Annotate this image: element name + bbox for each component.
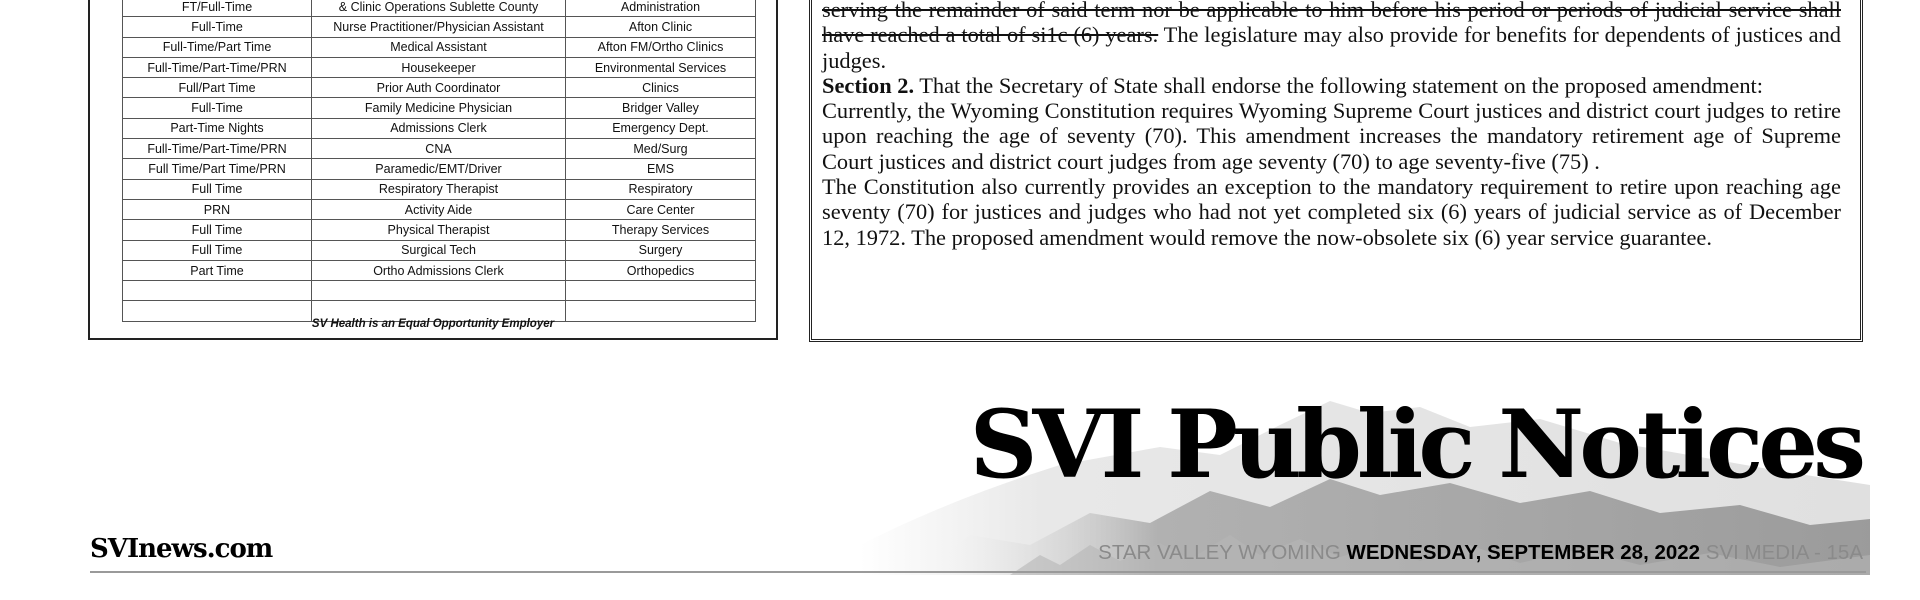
job-department-cell: EMS	[566, 159, 756, 179]
job-row	[123, 260, 756, 280]
job-row	[123, 17, 756, 37]
struck-text: serving the remainder of said term nor be applicable to him before his period or periods of judicial service shall have reached a total of si1c (6) years.	[822, 0, 1841, 48]
job-title-cell: Physical Therapist	[312, 220, 566, 240]
job-title-cell: Admissions Clerk	[312, 118, 566, 138]
job-department-cell: Bridger Valley	[566, 98, 756, 118]
job-title-cell: Surgical Tech	[312, 240, 566, 260]
job-department-cell	[566, 281, 756, 301]
job-type-cell: Full-Time/Part-Time/PRN	[123, 139, 312, 159]
job-type-cell: Full Time	[123, 179, 312, 199]
job-type-cell: Full Time	[123, 240, 312, 260]
job-title-cell: & Clinic Operations Sublette County	[312, 0, 566, 17]
footer-rule	[90, 571, 1866, 573]
section-2-text: That the Secretary of State shall endorse the following statement on the proposed amendment:	[914, 72, 1763, 98]
notice-paragraph-1-rest: The legislature may also provide for benefits for dependents of justices and judges.	[822, 22, 1842, 73]
job-row	[123, 139, 756, 159]
job-department-cell: Environmental Services	[566, 57, 756, 77]
job-title-cell: Ortho Admissions Clerk	[312, 260, 566, 280]
job-title-cell: Medical Assistant	[312, 37, 566, 57]
job-row	[123, 57, 756, 77]
job-title-cell: Activity Aide	[312, 199, 566, 219]
job-type-cell	[123, 281, 312, 301]
job-title-cell: CNA	[312, 139, 566, 159]
job-openings-panel	[88, 0, 778, 340]
section-2-heading: Section 2.	[822, 72, 915, 98]
notice-paragraph-2	[822, 73, 1841, 98]
job-row	[123, 78, 756, 98]
job-title-cell: Paramedic/EMT/Driver	[312, 159, 566, 179]
job-department-cell: Respiratory	[566, 179, 756, 199]
job-type-cell: Full-Time/Part-Time/PRN	[123, 57, 312, 77]
job-row	[123, 281, 756, 301]
job-title-cell	[312, 281, 566, 301]
job-type-cell: Part Time	[123, 260, 312, 280]
job-title-cell: Prior Auth Coordinator	[312, 78, 566, 98]
section-title: SVI Public Notices	[969, 390, 1861, 500]
job-title-cell: Housekeeper	[312, 57, 566, 77]
job-department-cell: Med/Surg	[566, 139, 756, 159]
page-number: SVI MEDIA - 15A	[1700, 541, 1863, 564]
notice-paragraph-4: The Constitution also currently provides an exception to the mandatory requirement to retire upon reaching age seventy (70) for justices and judges who had not yet completed six (6) years of judicial service as of December 12, 1972. The proposed amendment would remove the now-obsolete six (6) year service guarantee.	[822, 174, 1841, 250]
job-department-cell: Care Center	[566, 199, 756, 219]
job-type-cell: Full/Part Time	[123, 78, 312, 98]
job-type-cell: Full-Time/Part Time	[123, 37, 312, 57]
job-row	[123, 98, 756, 118]
job-type-cell: Full Time/Part Time/PRN	[123, 159, 312, 179]
job-type-cell: FT/Full-Time	[123, 0, 312, 17]
job-type-cell: Full Time	[123, 220, 312, 240]
job-department-cell: Afton Clinic	[566, 17, 756, 37]
job-department-cell: Administration	[566, 0, 756, 17]
public-notice-text	[822, 0, 1841, 250]
job-row	[123, 118, 756, 138]
job-row	[123, 179, 756, 199]
equal-opportunity-note: SV Health is an Equal Opportunity Employer	[311, 318, 555, 330]
issue-date: WEDNESDAY, SEPTEMBER 28, 2022	[1346, 541, 1701, 564]
job-type-cell: PRN	[123, 199, 312, 219]
job-department-cell: Surgery	[566, 240, 756, 260]
job-openings-table	[122, 0, 756, 322]
job-department-cell: Therapy Services	[566, 220, 756, 240]
job-row	[123, 240, 756, 260]
notice-paragraph-3: Currently, the Wyoming Constitution requires Wyoming Supreme Court justices and district court judges to retire upon reaching the age of seventy (70). This amendment increases the mandatory retirement age of Supreme Court justices and district court judges from age seventy (70) to age seventy-five (75) .	[822, 98, 1841, 174]
site-link[interactable]: SVInews.com	[90, 534, 273, 564]
job-row	[123, 220, 756, 240]
job-type-cell: Full-Time	[123, 17, 312, 37]
job-openings-body	[123, 0, 756, 321]
job-department-cell: Afton FM/Ortho Clinics	[566, 37, 756, 57]
job-row	[123, 159, 756, 179]
job-department-cell: Clinics	[566, 78, 756, 98]
job-type-cell: Part-Time Nights	[123, 118, 312, 138]
job-row	[123, 0, 756, 17]
job-title-cell: Family Medicine Physician	[312, 98, 566, 118]
job-row	[123, 37, 756, 57]
job-department-cell: Orthopedics	[566, 260, 756, 280]
job-department-cell: Emergency Dept.	[566, 118, 756, 138]
page-info-line	[1098, 541, 1863, 565]
job-type-cell: Full-Time	[123, 98, 312, 118]
job-title-cell: Respiratory Therapist	[312, 179, 566, 199]
job-row	[123, 199, 756, 219]
notice-paragraph-1	[822, 0, 1841, 73]
public-notice-panel	[809, 0, 1863, 342]
location-label: STAR VALLEY WYOMING	[1098, 541, 1347, 564]
job-title-cell: Nurse Practitioner/Physician Assistant	[312, 17, 566, 37]
